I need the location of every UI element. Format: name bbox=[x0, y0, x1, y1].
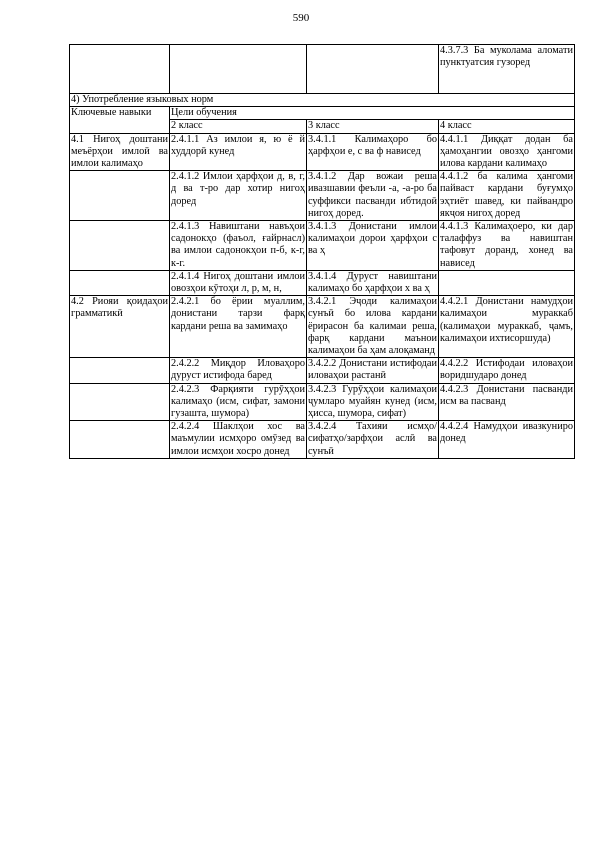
grade4-cell: 4.4.1.1 Диққат додан ба ҳамоҳангии овозҳо ҳангоми илова кардани калимаҳо bbox=[440, 133, 573, 170]
skill-cell bbox=[70, 421, 170, 459]
grade4-cell bbox=[439, 270, 575, 295]
table-row bbox=[70, 171, 575, 221]
grade4-cell: 4.4.2.2 Истифодаи иловаҳои воридшударо донед bbox=[440, 358, 573, 382]
grade3-cell: 3.4.1.2 Дар вожаи реша ивазшавии феъли -а, -а-ро ба суффикси пасванди ибтидоӣ нигоҳ доред. bbox=[308, 171, 437, 219]
skill-cell bbox=[70, 358, 170, 383]
curriculum-table bbox=[69, 44, 575, 459]
goals-header: Цели обучения bbox=[170, 107, 575, 120]
grade4-cell: 4.4.1.3 Калимаҳоеро, ки дар талаффуз ва навиштан тафовут доранд, хонед ва нависед bbox=[440, 221, 573, 269]
grade3-cell: 3.4.1.4 Дуруст навиштани калимаҳо бо ҳарфҳои х ва ҳ bbox=[308, 270, 437, 295]
grade4-cell: 4.4.2.1 Донистани намудҳои калимаҳои мураккаб (калимаҳои мураккаб, ҷамъ, калимаҳои ихтисоршуда) bbox=[439, 296, 575, 358]
key-skills-header: Ключевые навыки bbox=[70, 107, 170, 133]
grade3-cell: 3.4.2.3 Гурӯҳҳои калимаҳои ҷумларо муайян кунед (исм, ҳисса, шумора, сифат) bbox=[308, 383, 437, 420]
table-row bbox=[70, 133, 575, 171]
grade3-cell: 3.4.1.1 Калимаҳоро бо ҳарфҳои е, с ва ф нависед bbox=[307, 133, 439, 171]
skill-cell bbox=[70, 270, 170, 295]
grade3-header: 3 класс bbox=[307, 120, 439, 133]
grade2-cell: 2.4.1.2 Имлои ҳарфҳои д, в, г, д ва т-ро дар хотир нигоҳ доред bbox=[170, 171, 307, 221]
table-row bbox=[70, 421, 575, 459]
table-cell bbox=[307, 45, 439, 94]
table-cell bbox=[170, 45, 307, 94]
grade4-cell: 4.4.2.3 Донистани пасванди исм ва пасванд bbox=[439, 383, 575, 421]
skill-cell bbox=[70, 383, 170, 421]
grade2-cell: 2.4.1.3 Навиштани навъҳои садонокҳо (фаъол, ғайрнасл) ва имлои садонокҳои п-б, к-г, к-г. bbox=[171, 221, 305, 269]
grade2-header: 2 класс bbox=[170, 120, 307, 133]
skill-cell: 4.1 Нигоҳ доштани меъёрҳои имлоӣ ва имлои калимаҳо bbox=[71, 133, 168, 170]
skill-cell bbox=[70, 171, 170, 221]
page-number: 590 bbox=[292, 12, 310, 24]
grade2-cell: 2.4.2.1 бо ёрии муаллим, донистани тарзи фарқ кардани реша ва замимаҳо bbox=[170, 296, 307, 358]
section-title: 4) Употребление языковых норм bbox=[70, 94, 575, 107]
table-row bbox=[70, 383, 575, 421]
grade2-cell: 2.4.1.1 Аз имлои я, ю ё й худдорӣ кунед bbox=[170, 133, 307, 171]
grade3-cell: 3.4.2.4 Тахияи исмҳо/сифатҳо/зарфҳои аслӣ ва сунъӣ bbox=[308, 421, 437, 457]
grade3-cell: 3.4.2.2 Донистани истифодаи иловаҳои растанӣ bbox=[308, 358, 437, 382]
grade2-cell: 2.4.2.3 Фарқияти гурӯҳҳои калимаҳо (исм, сифат, замони гузашта, шумора) bbox=[171, 383, 305, 420]
grade4-cell: 4.4.2.4 Намудҳои ивазкуниро донед bbox=[439, 421, 575, 459]
table-row bbox=[70, 221, 575, 271]
section-row bbox=[70, 94, 575, 107]
grade2-cell: 2.4.1.4 Нигоҳ доштани имлои овозҳои кӯтоҳи л, р, м, н, bbox=[171, 270, 305, 295]
table-row bbox=[70, 45, 575, 94]
table-row bbox=[70, 358, 575, 383]
grade2-cell: 2.4.2.4 Шаклҳои хос ва маъмулии исмҳоро омӯзед ва имлои исмҳои хосро донед bbox=[171, 421, 305, 457]
skill-cell bbox=[70, 221, 170, 271]
grade3-cell: 3.4.1.3 Донистани имлои калимаҳои дорои ҳарфҳои с ва ҳ bbox=[307, 221, 439, 271]
grade2-cell: 2.4.2.2 Миқдор Иловаҳоро дуруст истифода баред bbox=[171, 358, 305, 382]
table-row bbox=[70, 296, 575, 358]
table-cell bbox=[70, 45, 170, 94]
header-row bbox=[70, 107, 575, 120]
table-row bbox=[70, 270, 575, 295]
skill-cell: 4.2 Риояи қоидаҳои грамматикӣ bbox=[70, 296, 170, 358]
grade3-cell: 3.4.2.1 Эҷоди калимаҳои сунъӣ бо илова кардани ёрирасон ба калимаи реша, фарқ кардани маънои калимаҳои ба ҳам алоқаманд bbox=[308, 296, 437, 357]
grade4-header: 4 класс bbox=[439, 120, 575, 133]
table-cell: 4.3.7.3 Ба муколама аломати пунктуатсия гузоред bbox=[439, 45, 575, 94]
grade4-cell: 4.4.1.2 ба калима ҳангоми пайваст кардани буғумҳо эҳтиёт шавед, ки пайвандро якҷоя нигоҳ доред bbox=[440, 171, 573, 219]
